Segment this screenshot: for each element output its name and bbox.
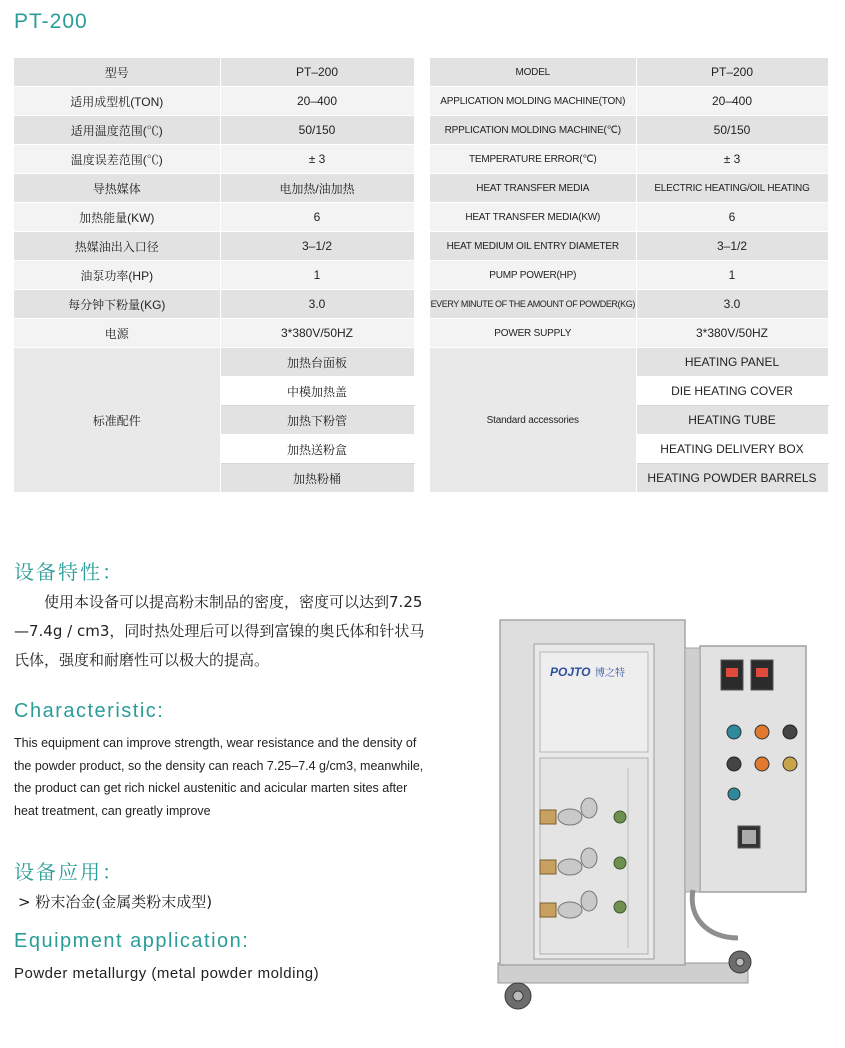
brand-logo: [550, 665, 625, 679]
spec-value: 50/150: [220, 116, 414, 145]
spec-value: 50/150: [636, 116, 828, 145]
accessory-item: DIE HEATING COVER: [636, 377, 828, 406]
spec-value: 3–1/2: [636, 232, 828, 261]
accessory-item: HEATING PANEL: [636, 348, 828, 377]
table-row: [430, 232, 828, 261]
table-row: [14, 203, 414, 232]
spec-label: HEAT MEDIUM OIL ENTRY DIAMETER: [430, 232, 636, 261]
table-row: [14, 145, 414, 174]
svg-text:POJTO: POJTO: [550, 665, 591, 679]
table-row: [430, 290, 828, 319]
spec-label: 电源: [14, 319, 220, 348]
spec-label: EVERY MINUTE OF THE AMOUNT OF POWDER(KG): [430, 290, 636, 319]
spec-label: 适用成型机(TON): [14, 87, 220, 116]
spec-table-en: [430, 58, 829, 493]
table-row: [14, 290, 414, 319]
table-row: [430, 174, 828, 203]
spec-label: 导热媒体: [14, 174, 220, 203]
accessory-item: 加热台面板: [220, 348, 414, 377]
spec-label: MODEL: [430, 58, 636, 87]
table-row: [14, 87, 414, 116]
spec-label: 适用温度范围(℃): [14, 116, 220, 145]
svg-text:博之特: 博之特: [595, 668, 625, 679]
spec-label: 油泵功率(HP): [14, 261, 220, 290]
accessory-item: 加热送粉盒: [220, 435, 414, 464]
spec-value: 3–1/2: [220, 232, 414, 261]
table-row: [14, 319, 414, 348]
spec-label: 加热能量(KW): [14, 203, 220, 232]
spec-label: APPLICATION MOLDING MACHINE(TON): [430, 87, 636, 116]
spec-value: 1: [636, 261, 828, 290]
spec-label: 型号: [14, 58, 220, 87]
spec-value: PT–200: [220, 58, 414, 87]
features-heading-en: Characteristic:: [14, 700, 165, 722]
spec-value: 1: [220, 261, 414, 290]
table-row: [430, 145, 828, 174]
spec-value: ELECTRIC HEATING/OIL HEATING: [636, 174, 828, 203]
table-row: [14, 174, 414, 203]
accessory-item: HEATING TUBE: [636, 406, 828, 435]
spec-label: 每分钟下粉量(KG): [14, 290, 220, 319]
table-row: [14, 261, 414, 290]
accessory-item: 中模加热盖: [220, 377, 414, 406]
spec-table-cn: [14, 58, 415, 493]
spec-label: PUMP POWER(HP): [430, 261, 636, 290]
spec-value: 3*380V/50HZ: [636, 319, 828, 348]
table-row: [430, 203, 828, 232]
application-heading-cn: 设备应用：: [14, 860, 124, 884]
spec-value: 6: [220, 203, 414, 232]
accessory-item: HEATING DELIVERY BOX: [636, 435, 828, 464]
table-row: [14, 232, 414, 261]
features-heading-cn: 设备特性：: [14, 560, 124, 584]
table-row: [430, 58, 828, 87]
application-item-cn: > 粉末冶金(金属类粉末成型): [18, 893, 213, 911]
accessory-item: 加热下粉管: [220, 406, 414, 435]
spec-value: 3.0: [636, 290, 828, 319]
table-row: [14, 58, 414, 87]
table-row: [430, 348, 828, 377]
spec-value: ± 3: [636, 145, 828, 174]
table-row: [430, 87, 828, 116]
spec-label: HEAT TRANSFER MEDIA: [430, 174, 636, 203]
table-row: [14, 116, 414, 145]
table-row: [430, 319, 828, 348]
spec-value: 电加热/油加热: [220, 174, 414, 203]
table-row: [14, 348, 414, 377]
page-title: PT-200: [14, 10, 88, 33]
table-row: [430, 261, 828, 290]
table-row: [430, 116, 828, 145]
features-text-cn: 使用本设备可以提高粉末制品的密度，密度可以达到7.25—7.4g / cm3，同时热处理后可以得到富镍的奥氏体和针状马氏体，强度和耐磨性可以极大的提高。: [14, 593, 425, 669]
spec-label: 温度误差范围(℃): [14, 145, 220, 174]
spec-value: 3*380V/50HZ: [220, 319, 414, 348]
spec-value: 20–400: [220, 87, 414, 116]
application-heading-en: Equipment application:: [14, 930, 250, 952]
spec-label: HEAT TRANSFER MEDIA(KW): [430, 203, 636, 232]
spec-label: 热媒油出入口径: [14, 232, 220, 261]
machine-photo: [488, 618, 823, 1028]
spec-label: POWER SUPPLY: [430, 319, 636, 348]
accessory-item: HEATING POWDER BARRELS: [636, 464, 828, 493]
spec-value: 6: [636, 203, 828, 232]
accessories-label: Standard accessories: [430, 348, 636, 493]
accessories-label: 标准配件: [14, 348, 220, 493]
spec-value: ± 3: [220, 145, 414, 174]
accessory-item: 加热粉桶: [220, 464, 414, 493]
features-text-en: This equipment can improve strength, wear resistance and the density of the powder product, so the density can reach 7.25–7.4 g/cm3, meanwhile, the product can get rich nickel austenitic and acicular marten sites after heat treatment, can greatly improve: [14, 736, 424, 818]
spec-value: 3.0: [220, 290, 414, 319]
spec-value: 20–400: [636, 87, 828, 116]
spec-label: RPPLICATION MOLDING MACHINE(℃): [430, 116, 636, 145]
spec-label: TEMPERATURE ERROR(℃): [430, 145, 636, 174]
spec-value: PT–200: [636, 58, 828, 87]
application-item-en: Powder metallurgy (metal powder molding): [14, 965, 320, 982]
